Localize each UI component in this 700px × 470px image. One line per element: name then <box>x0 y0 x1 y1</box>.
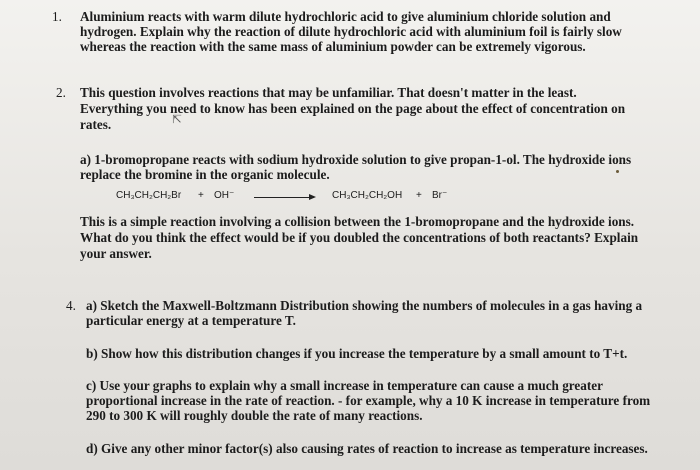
eq-reactant-2: OH⁻ <box>214 190 235 201</box>
q4c-line-1: c) Use your graphs to explain why a small increase in temperature can cause a much greater <box>86 378 603 393</box>
q1-line-1: Aluminium reacts with warm dilute hydrochloric acid to give aluminium chloride solution and <box>80 9 611 24</box>
eq-product-1: CH₃CH₂CH₂OH <box>332 190 403 201</box>
q4d-line: d) Give any other minor factor(s) also causing rates of reaction to increase as temperature increases. <box>86 441 648 456</box>
eq-reactant-1: CH₃CH₂CH₂Br <box>116 190 182 201</box>
stray-dot <box>616 170 619 173</box>
q1-line-2: hydrogen. Explain why the reaction of dilute hydrochloric acid with aluminium foil is fairly slow <box>80 24 622 39</box>
q2-intro-line-2: Everything you need to know has been explained on the page about the effect of concentration on <box>80 101 626 116</box>
q2-intro-line-3: rates. <box>80 117 112 132</box>
q1-number: 1. <box>52 9 62 24</box>
reaction-arrow <box>254 197 314 198</box>
q4b-line: b) Show how this distribution changes if you increase the temperature by a small amount to T+t. <box>86 346 628 361</box>
q4a-line-2: particular energy at a temperature T. <box>86 313 296 328</box>
eq-plus-1: + <box>198 190 204 201</box>
q4c-line-2: proportional increase in the rate of reaction. - for example, why a 10 K increase in temperature from <box>86 393 651 408</box>
q2-number: 2. <box>56 85 66 100</box>
q1-line-3: whereas the reaction with the same mass of aluminium powder can be extremely vigorous. <box>80 39 586 54</box>
q2a-line-1: a) 1-bromopropane reacts with sodium hydroxide solution to give propan-1-ol. The hydroxide ions <box>80 152 632 167</box>
q4c-line-3: 290 to 300 K will roughly double the rate of many reactions. <box>86 408 423 423</box>
q2-followup-line-2: What do you think the effect would be if you doubled the concentrations of both reactants? Explain <box>80 230 639 245</box>
q2-intro-line-1: This question involves reactions that may be unfamiliar. That doesn't matter in the least. <box>80 85 577 100</box>
q4a-line-1: a) Sketch the Maxwell-Boltzmann Distribution showing the numbers of molecules in a gas having a <box>86 298 643 313</box>
q4-number: 4. <box>66 298 76 313</box>
q2-followup-line-3: your answer. <box>80 246 152 261</box>
eq-product-2: Br⁻ <box>432 190 448 201</box>
eq-plus-2: + <box>416 190 422 201</box>
mouse-cursor-icon: ⇱ <box>172 112 183 126</box>
q2a-line-2: replace the bromine in the organic molecule. <box>80 167 330 182</box>
q2-followup-line-1: This is a simple reaction involving a collision between the 1-bromopropane and the hydroxide ions. <box>80 214 635 229</box>
